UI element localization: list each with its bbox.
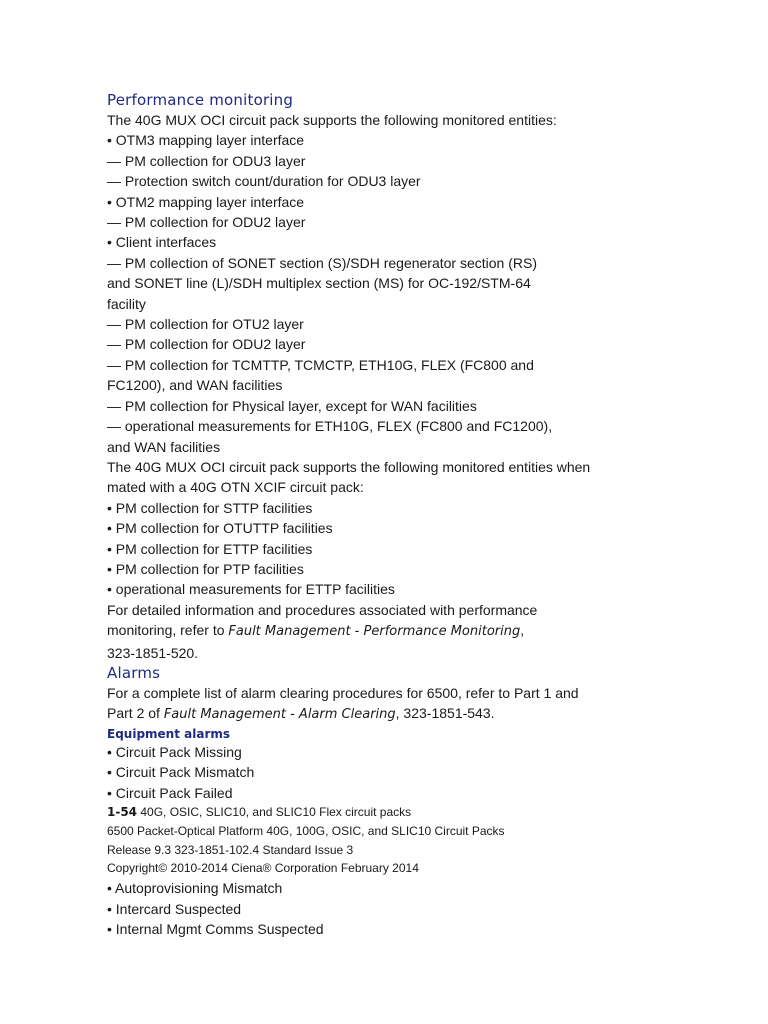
text-line: — PM collection of SONET section (S)/SDH regenerator section (RS)	[107, 254, 538, 271]
reference-line	[107, 703, 727, 725]
text-line: • PM collection for OTUTTP facilities	[107, 520, 333, 537]
list-item: • Circuit Pack Mismatch	[107, 764, 255, 781]
reference-suffix: , 323-1851-543.	[395, 705, 495, 722]
text-line: • OTM3 mapping layer interface	[107, 132, 305, 149]
list-item: • Circuit Pack Failed	[107, 784, 233, 801]
footer-chapter-title: 40G, OSIC, SLIC10, and SLIC10 Flex circuit packs	[137, 805, 412, 819]
text-line: — PM collection for ODU2 layer	[107, 214, 306, 231]
reference-prefix: Part 2 of	[107, 705, 164, 722]
footer-line-1	[107, 803, 727, 822]
reference-number: 323-1851-520.	[107, 644, 199, 661]
text-line: For detailed information and procedures associated with performance	[107, 601, 538, 618]
list-item: • Circuit Pack Missing	[107, 743, 242, 760]
equipment-alarms-list	[107, 742, 727, 803]
subsection-heading-equipment-alarms: Equipment alarms	[107, 726, 231, 741]
reference-doc-title: Fault Management - Alarm Clearing	[163, 707, 396, 723]
text-line: • PM collection for PTP facilities	[107, 560, 304, 577]
footer-copyright: Copyright© 2010-2014 Ciena® Corporation February 2014	[107, 861, 419, 876]
reference-suffix: ,	[520, 622, 525, 639]
text-line: facility	[107, 295, 146, 312]
text-line: — PM collection for ODU3 layer	[107, 152, 306, 169]
text-line: — PM collection for Physical layer, except for WAN facilities	[107, 397, 477, 414]
page-footer	[107, 803, 727, 878]
list-item: • Intercard Suspected	[107, 900, 242, 917]
footer-line-2: 6500 Packet-Optical Platform 40G, 100G, OSIC, and SLIC10 Circuit Packs	[107, 823, 505, 838]
text-line: The 40G MUX OCI circuit pack supports the following monitored entities when	[107, 458, 591, 475]
section-heading-alarms: Alarms	[107, 663, 161, 682]
list-item: • Autoprovisioning Mismatch	[107, 880, 283, 897]
text-line: • operational measurements for ETTP facilities	[107, 581, 395, 598]
text-line: and SONET line (L)/SDH multiplex section (MS) for OC-192/STM-64	[107, 275, 531, 292]
text-line: — PM collection for OTU2 layer	[107, 316, 304, 333]
section-heading-performance-monitoring: Performance monitoring	[107, 91, 294, 109]
text-line: — operational measurements for ETH10G, FLEX (FC800 and FC1200),	[107, 418, 553, 435]
text-line: — PM collection for TCMTTP, TCMCTP, ETH10G, FLEX (FC800 and	[107, 356, 534, 373]
page-number: 1-54	[107, 805, 138, 819]
text-line: — PM collection for ODU2 layer	[107, 336, 306, 353]
text-line: FC1200), and WAN facilities	[107, 377, 283, 394]
equipment-alarms-list-continued	[107, 878, 727, 939]
document-page	[107, 88, 727, 939]
alarms-body	[107, 683, 727, 726]
list-item: • Internal Mgmt Comms Suspected	[107, 921, 324, 937]
text-line: • PM collection for ETTP facilities	[107, 540, 313, 557]
text-line: The 40G MUX OCI circuit pack supports the following monitored entities:	[107, 112, 557, 128]
reference-prefix: monitoring, refer to	[107, 622, 229, 639]
performance-body	[107, 110, 727, 663]
text-line: For a complete list of alarm clearing procedures for 6500, refer to Part 1 and	[107, 684, 579, 701]
text-line: mated with a 40G OTN XCIF circuit pack:	[107, 479, 364, 496]
text-line: and WAN facilities	[107, 438, 221, 455]
text-line: • PM collection for STTP facilities	[107, 499, 313, 516]
text-line: — Protection switch count/duration for ODU3 layer	[107, 173, 421, 190]
reference-line	[107, 620, 727, 642]
footer-line-3: Release 9.3 323-1851-102.4 Standard Issue 3	[107, 842, 354, 857]
text-line: • Client interfaces	[107, 234, 217, 251]
text-line: • OTM2 mapping layer interface	[107, 193, 305, 210]
reference-doc-title: Fault Management - Performance Monitoring	[228, 624, 521, 640]
